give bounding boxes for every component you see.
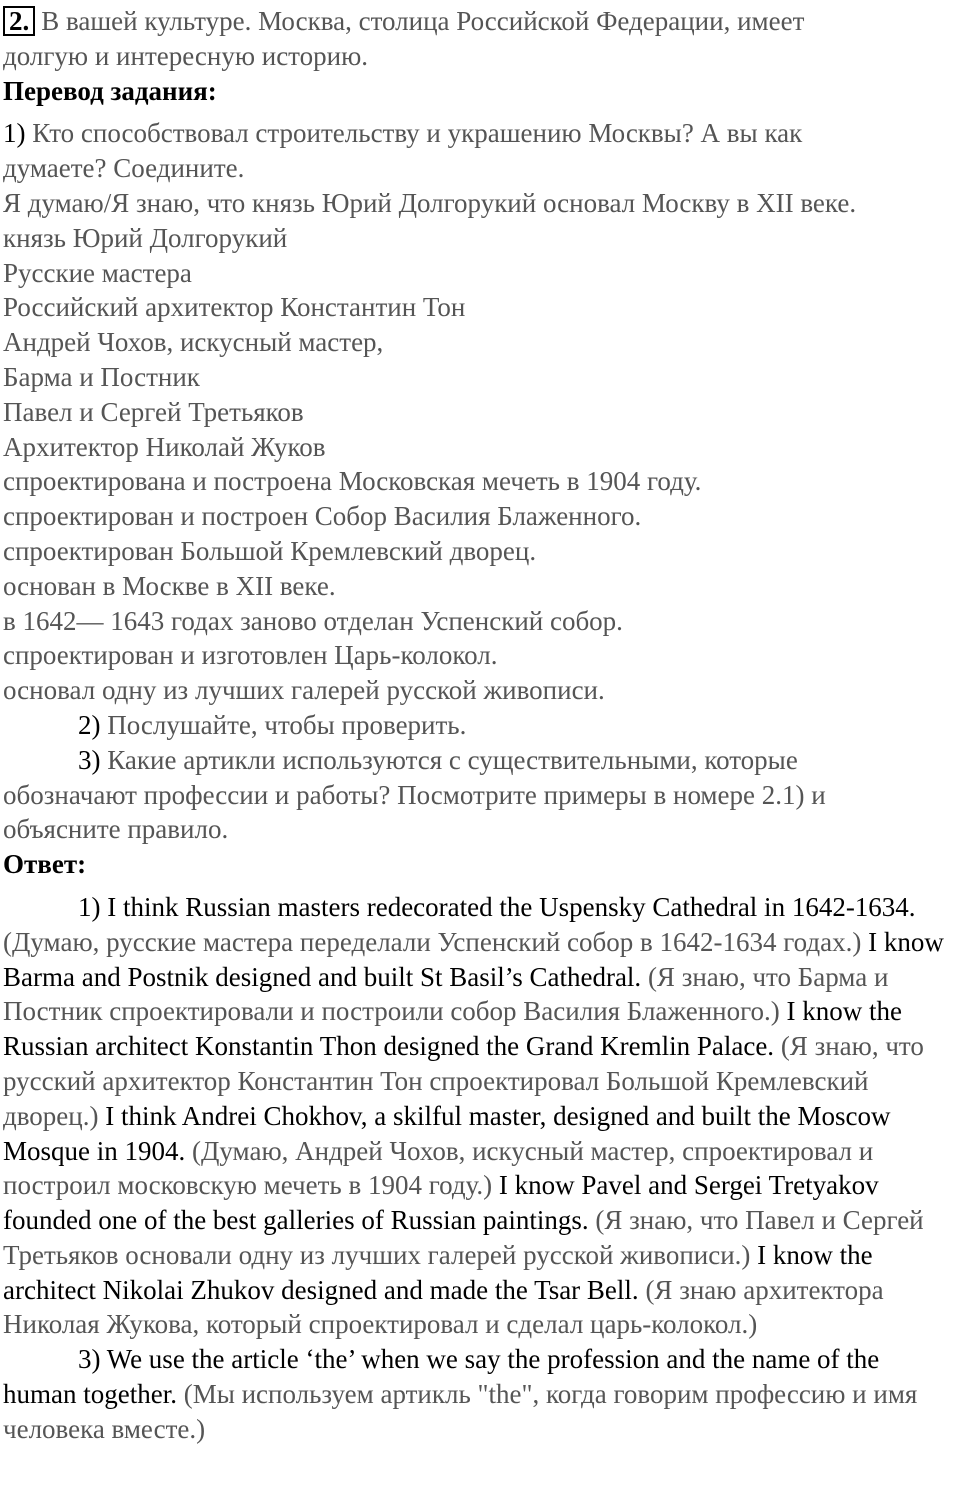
question-1-text: Кто способствовал строительству и украшению Москвы? А вы как xyxy=(32,118,803,149)
people-item: Андрей Чохов, искусный мастер, xyxy=(3,327,384,358)
question-3-line-1 xyxy=(3,743,959,778)
answer-1-en-3: I know the Russian architect Konstantin Thon designed the Grand Kremlin Palace. xyxy=(3,996,902,1062)
people-list xyxy=(3,221,959,465)
task-heading-line-1 xyxy=(3,4,959,39)
deeds-item: основан в Москве в XII веке. xyxy=(3,570,336,601)
answer-1-ru-5: (Я знаю, что Павел и Сергей Третьяков основали одну из лучших галерей русской живописи.) xyxy=(3,1205,924,1270)
task-heading-line-2: долгую и интересную историю. xyxy=(3,40,368,71)
spacer xyxy=(3,108,959,116)
task-number-box: 2. xyxy=(3,6,35,36)
deeds-item: спроектирован и изготовлен Царь-колокол. xyxy=(3,640,498,671)
deeds-item: спроектирован и построен Собор Василия Блаженного. xyxy=(3,501,642,532)
answer-label: Ответ: xyxy=(3,849,87,880)
question-1-number: 1) xyxy=(3,118,26,149)
deeds-item: спроектирована и построена Московская мечеть в 1904 году. xyxy=(3,466,702,497)
translation-label: Перевод задания: xyxy=(3,75,217,106)
people-item: Павел и Сергей Третьяков xyxy=(3,396,304,427)
example-sentence: Я думаю/Я знаю, что князь Юрий Долгорукий основал Москву в XII веке. xyxy=(3,187,857,218)
answer-3-ru: (Мы используем артикль "the", когда говорим профессию и имя человека вместе.) xyxy=(3,1379,918,1444)
answer-1-en-1: 1) I think Russian masters redecorated the Uspensky Cathedral in 1642-1634. xyxy=(78,891,916,922)
question-1-line-1 xyxy=(3,116,959,151)
answer-1-en-2: I know Barma and Postnik designed and built St Basil’s Cathedral. xyxy=(3,926,944,992)
answer-3-en: 3) We use the article ‘the’ when we say the profession and the name of the human together. xyxy=(3,1344,880,1410)
people-item: князь Юрий Долгорукий xyxy=(3,222,288,253)
answer-1-en-5: I know Pavel and Sergei Tretyakov founded one of the best galleries of Russian paintings. xyxy=(3,1170,879,1236)
question-3-text-1: Какие артикли используются с существительными, которые xyxy=(107,744,798,775)
answer-1-ru-4: (Думаю, Андрей Чохов, искусный мастер, спроектировал и построил московскую мечеть в 1904 году.) xyxy=(3,1135,874,1201)
answer-1-ru-3: (Я знаю, что русский архитектор Константин Тон спроектировал Большой Кремлевский дворец.) xyxy=(3,1031,924,1131)
question-2-text: Послушайте, чтобы проверить. xyxy=(107,709,467,740)
answer-1-en-6: I know the architect Nikolai Zhukov designed and made the Tsar Bell. xyxy=(3,1239,873,1305)
deeds-item: в 1642— 1643 годах заново отделан Успенский собор. xyxy=(3,605,623,636)
deeds-list xyxy=(3,464,959,708)
question-1-line-2: думаете? Соедините. xyxy=(3,153,245,184)
deeds-item: спроектирован Большой Кремлевский дворец. xyxy=(3,535,537,566)
spacer xyxy=(3,882,959,890)
task-heading-text-1: В вашей культуре. Москва, столица Российской Федерации, имеет xyxy=(41,6,805,36)
question-3-number: 3) xyxy=(78,744,101,775)
answer-1-ru-2: (Я знаю, что Барма и Постник спроектировали и построили собор Василия Блаженного.) xyxy=(3,961,889,1027)
people-item: Барма и Постник xyxy=(3,361,200,392)
question-2-number: 2) xyxy=(78,709,101,740)
answer-1-en-4: I think Andrei Chokhov, a skilful master, designed and built the Moscow Mosque in 1904. xyxy=(3,1100,891,1166)
question-3-line-3: объясните правило. xyxy=(3,814,229,845)
people-item: Русские мастера xyxy=(3,257,192,288)
answer-paragraph-3 xyxy=(3,1342,955,1446)
answer-paragraph-1 xyxy=(3,890,955,1342)
people-item: Архитектор Николай Жуков xyxy=(3,431,326,462)
answer-1-ru-6: (Я знаю архитектора Николая Жукова, который спроектировал и сделал царь-колокол.) xyxy=(3,1274,884,1340)
deeds-item: основал одну из лучших галерей русской живописи. xyxy=(3,675,605,706)
question-2 xyxy=(3,708,959,743)
people-item: Российский архитектор Константин Тон xyxy=(3,292,466,323)
answer-1-ru-1: (Думаю, русские мастера переделали Успенский собор в 1642-1634 годах.) xyxy=(3,926,862,957)
question-3-line-2: обозначают профессии и работы? Посмотрите примеры в номере 2.1) и xyxy=(3,779,826,810)
